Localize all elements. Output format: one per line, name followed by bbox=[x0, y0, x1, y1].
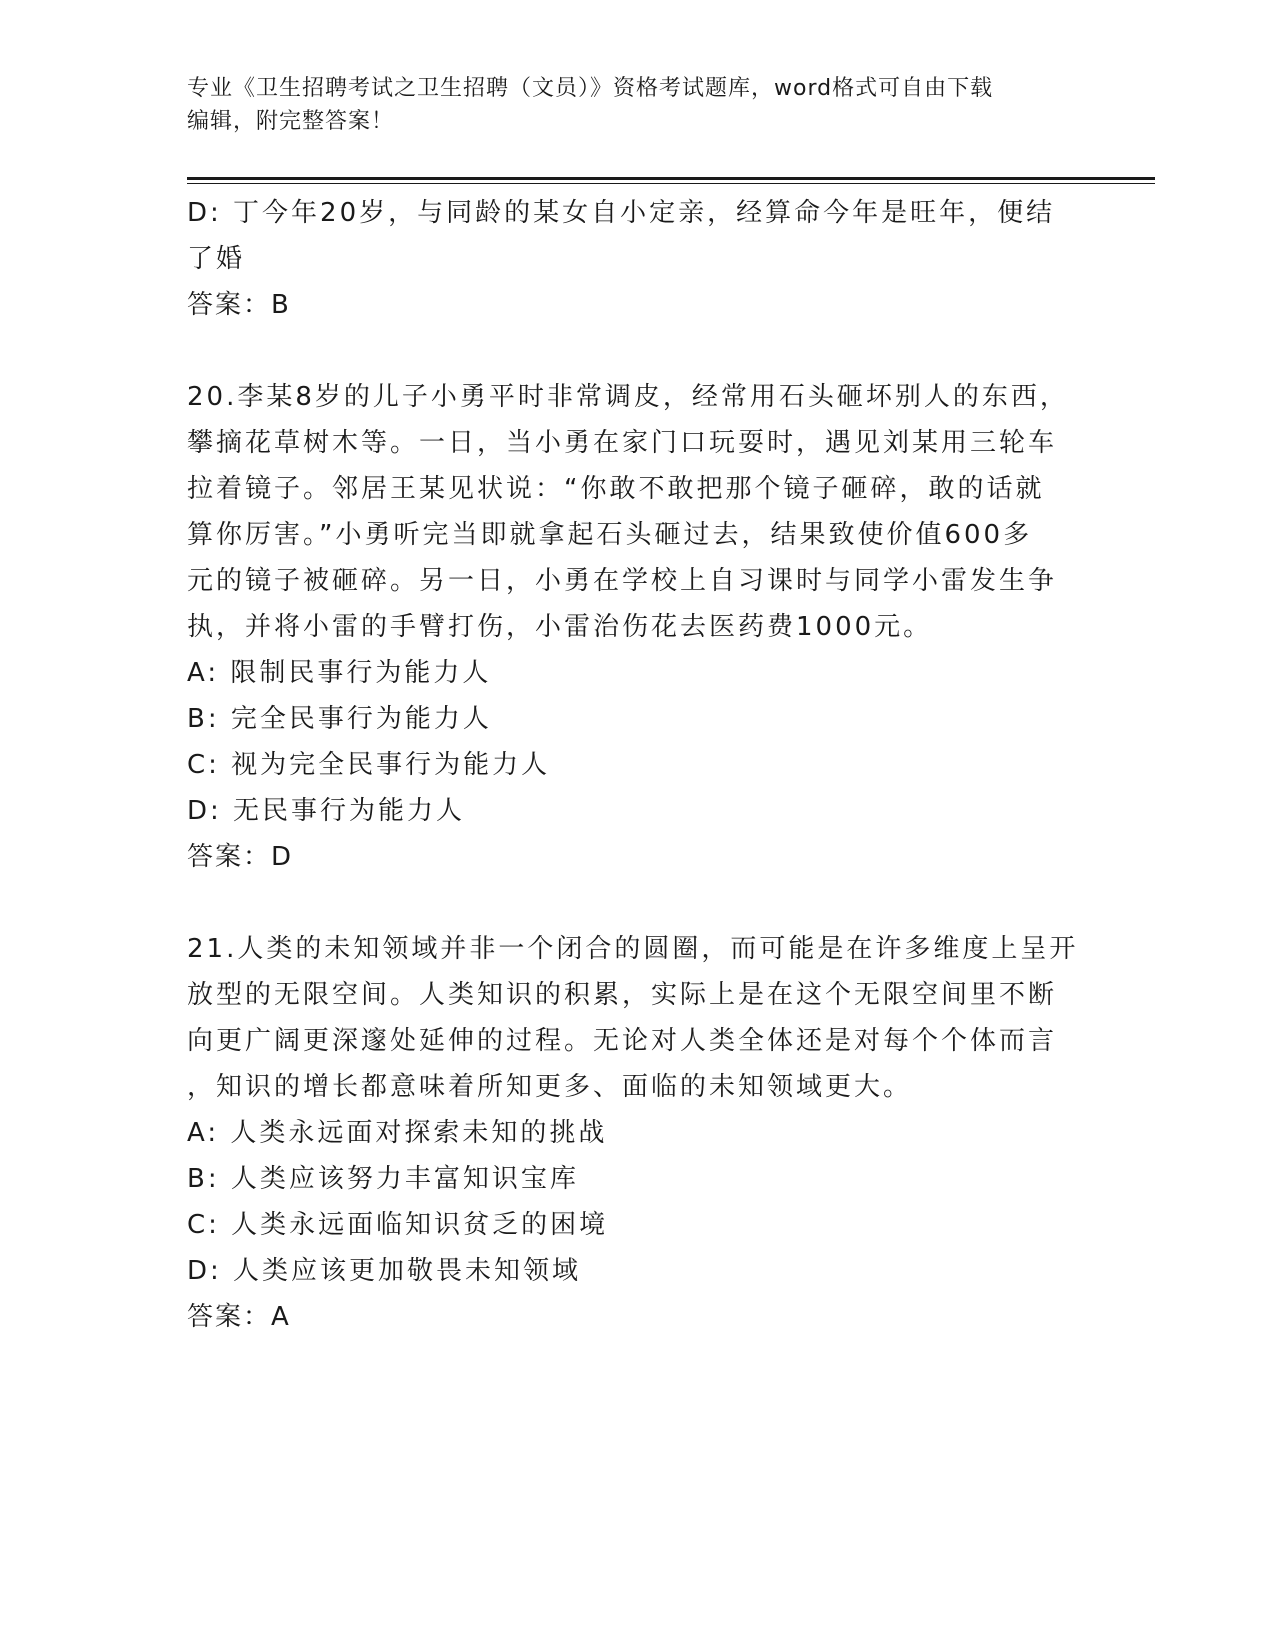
question-text-line: 元的镜子被砸碎。另一日，小勇在学校上自习课时与同学小雷发生争 bbox=[187, 566, 1058, 596]
option-a: A: 限制民事行为能力人 bbox=[187, 658, 492, 688]
option-d-line-1: D: 丁今年20岁，与同龄的某女自小定亲，经算命今年是旺年，便结 bbox=[187, 198, 1056, 228]
question-text-line: 拉着镜子。邻居王某见状说：“你敢不敢把那个镜子砸碎，敢的话就 bbox=[187, 474, 1045, 504]
header-divider-thick bbox=[187, 177, 1155, 180]
question-19-tail bbox=[187, 190, 1087, 328]
question-text-line: 向更广阔更深邃处延伸的过程。无论对人类全体还是对每个个体而言 bbox=[187, 1026, 1058, 1056]
header-line-1: 专业《卫生招聘考试之卫生招聘（文员）》资格考试题库，word格式可自由下载 bbox=[187, 76, 994, 101]
option-c: C: 视为完全民事行为能力人 bbox=[187, 750, 551, 780]
option-b: B: 人类应该努力丰富知识宝库 bbox=[187, 1164, 579, 1194]
document-body bbox=[187, 190, 1087, 1340]
question-text-line: 20.李某8岁的儿子小勇平时非常调皮，经常用石头砸坏别人的东西， bbox=[187, 382, 1069, 412]
option-c: C: 人类永远面临知识贫乏的困境 bbox=[187, 1210, 609, 1240]
question-20 bbox=[187, 374, 1087, 880]
option-b: B: 完全民事行为能力人 bbox=[187, 704, 492, 734]
document-header bbox=[187, 72, 1067, 138]
answer-line: 答案：D bbox=[187, 842, 294, 872]
spacer bbox=[187, 328, 1087, 374]
question-text-line: 放型的无限空间。人类知识的积累，实际上是在这个无限空间里不断 bbox=[187, 980, 1058, 1010]
header-line-2: 编辑，附完整答案！ bbox=[187, 109, 395, 134]
answer-line: 答案：A bbox=[187, 1302, 291, 1332]
option-d: D: 无民事行为能力人 bbox=[187, 796, 466, 826]
question-text-line: 21.人类的未知领域并非一个闭合的圆圈，而可能是在许多维度上呈开 bbox=[187, 934, 1079, 964]
option-a: A: 人类永远面对探索未知的挑战 bbox=[187, 1118, 608, 1148]
question-text-line: 算你厉害。”小勇听完当即就拿起石头砸过去，结果致使价值600多 bbox=[187, 520, 1033, 550]
answer-line: 答案：B bbox=[187, 290, 291, 320]
header-divider-thin bbox=[187, 183, 1155, 184]
option-d: D: 人类应该更加敬畏未知领域 bbox=[187, 1256, 582, 1286]
question-text-line: 执，并将小雷的手臂打伤，小雷治伤花去医药费1000元。 bbox=[187, 612, 933, 642]
question-21 bbox=[187, 926, 1087, 1340]
spacer bbox=[187, 880, 1087, 926]
question-text-line: 攀摘花草树木等。一日，当小勇在家门口玩耍时，遇见刘某用三轮车 bbox=[187, 428, 1058, 458]
question-text-line: ，知识的增长都意味着所知更多、面临的未知领域更大。 bbox=[187, 1072, 913, 1102]
option-d-line-2: 了婚 bbox=[187, 244, 246, 274]
